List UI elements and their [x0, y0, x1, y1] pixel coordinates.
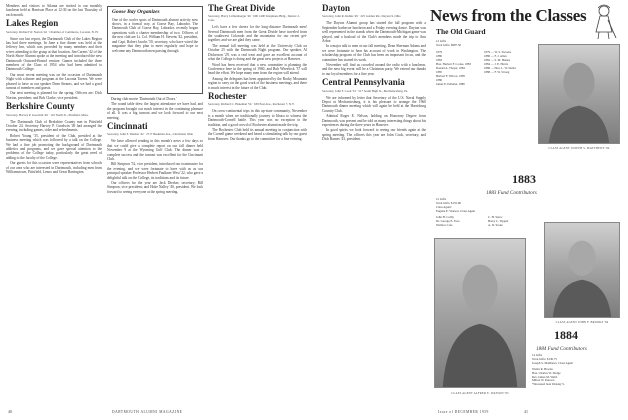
dayton-secretary: Secretary, John R. Kuhns '49 · 225 Golden Rd., Dayton 9, Ohio	[322, 14, 401, 19]
dayton-heading: Dayton	[322, 4, 351, 13]
photo-1883-caption: CLASS AGENT ALFRED E. WATSON '83	[451, 391, 509, 395]
class-agent-photo-1883	[434, 238, 526, 388]
list-item: 1885	[436, 70, 442, 74]
paragraph: In a major talk to men at our fall meeting, Dean Sherman Adams and we were fortunate to hear his account of work in Washington. The scholarship program of the Club has been an important focus, and the committee has started its work.	[322, 44, 426, 62]
year-1883-heading: 1883	[512, 172, 536, 186]
lakes-region-secretary: Secretary, Richard W. Norton '42 · Chamber of Commerce, Laconia, N. H.	[6, 29, 99, 34]
berkshire-secretary: Secretary, Harvey P. Goodwin '49 · 110 North St., Pittsfield, Mass.	[6, 112, 89, 117]
fund-1883-names	[436, 216, 536, 228]
paragraph: We are informed by letter that Secretary of the U.S. Naval Supply Depot at Mechanicsburg, it is his pleasure to arrange the 1960 Dartmouth dinner meeting which will again be held at the Harrisburg Country Club.	[322, 95, 426, 113]
magazine-footer: DARTMOUTH ALUMNI MAGAZINE	[112, 410, 183, 414]
fund-1884-names	[532, 368, 622, 387]
cincinnati-body	[107, 139, 203, 194]
news-from-the-classes-masthead: News from the Classes	[430, 6, 587, 25]
paragraph: We have allowed sending in this month's news a few days so that we could give a complete report on our fall dinner held November 9 at the Wyoming Golf Club. The dinner was a complete success and the turnout was excellent for the Cincinnati Club.	[107, 139, 203, 161]
left-column-1	[6, 4, 102, 396]
list-item: 1882 — S. M. Haines	[484, 58, 511, 62]
list-item: Donald A. Thayer, 1884	[436, 66, 465, 70]
fund-1883-heading: 1883 Fund Contributors	[486, 190, 537, 196]
dayton-body	[322, 21, 426, 76]
paragraph: The Dartmouth Club of Berkshire County met in Pittsfield October 24. Secretary Harvey P. Goodwin '49 had arranged the evening, including games, cider and refreshments.	[6, 119, 102, 133]
list-item: Herbert F. Wilcox, 1885	[436, 74, 465, 78]
cincinnati-heading: Cincinnati	[107, 121, 148, 132]
list-item: A. D. Stone	[488, 222, 503, 227]
paragraph: Admiral Roger E. Nelson, holding an Honorary Degree from Dartmouth, was present and he told us many interesting things about his experiences during the three years in Hanover.	[322, 114, 426, 127]
berkshire-heading: Berkshire County	[6, 101, 75, 112]
central-pennsylvania-body	[322, 96, 426, 142]
list-item: 1884 — J. E. Harris	[484, 62, 508, 66]
left-column-2	[107, 4, 203, 396]
central-pennsylvania-secretary: Secretary, John F. Cook '53 · 517 South High St., Mechanicsburg, Pa.	[322, 88, 409, 93]
list-item: James E. Pelletier, 1886	[436, 82, 465, 86]
paragraph: The round table drew the largest attendance we have had, and the program brought out much interest in the continuing pleasure of all. It was a big turnout and we look forward to our next meeting.	[107, 102, 203, 120]
old-guard-heading: The Old Guard	[436, 27, 486, 36]
paragraph: Since our last report, the Dartmouth Club of the Lakes Region has had three meetings. In June a fine dinner was held at the Jefferey Inn, which was preceded by many members and their wives attending to the group at that location. Jim Carens '42 of the North Shore Alumni spoke at the meeting and introduced the new Dartmouth Outward-Bound venture. Games included the three members of the Class of 1954 who had been admitted to Dartmouth College.	[6, 36, 102, 72]
list-item: 1879	[436, 50, 442, 54]
paragraph: Word has been received that a new committee is planning the Conference here in the spring of 1960, and Bob Wheelock '37 will head the effort. We hope many men from the region will attend.	[208, 62, 307, 76]
fund-line: Joseph S. Matthews, Class Agent	[532, 360, 574, 365]
fund-line: Total Gifts: $130.75	[532, 356, 557, 361]
atlanta-intro: Members and visitors to Atlanta are invited to our monthly luncheon held at Harrison Place at 12:30 on the last Thursday of each month.	[6, 4, 102, 17]
old-guard-list-b	[484, 50, 532, 74]
list-item: Harry C. Tippett	[488, 218, 509, 223]
paragraph: Our next meeting is planned for the spring. Officers are: Dick Norton, president; and Bob Clarke, vice president.	[6, 91, 102, 100]
issue-footer: Issue of DECEMBER 1959	[438, 410, 489, 414]
central-pennsylvania-heading: Central Pennsylvania	[322, 77, 405, 88]
right-column-1	[322, 4, 426, 396]
fund-line: Eugene E. Watson, Class Agent	[436, 208, 476, 213]
list-item: 1886	[436, 78, 442, 82]
list-item: 1883	[436, 58, 442, 62]
col2-body	[107, 97, 203, 120]
list-item: John H. Colby	[436, 215, 454, 219]
great-divide-heading: The Great Divide	[208, 4, 275, 13]
paragraph: The annual fall meeting was held at the University Club on October 25 with the Dartmouth Night program. Our speaker, Al Dickerson '29, was a real treat and gave an excellent account of what the College is doing and the great new projects at Hanover.	[208, 43, 307, 62]
paragraph: Our officers for the year are Jack Dierker, secretary; Bill Simpson, vice president; and Hoke Nalley '40, president. We look forward to seeing everyone at the spring meeting.	[107, 181, 203, 194]
class-agent-photo-old-guard	[538, 44, 620, 144]
list-item: *Deceased Jean Wendey S.	[532, 382, 565, 387]
list-item: 1886 — Hon. L. W. Dellor	[484, 66, 517, 70]
old-graduate-drawing-icon	[582, 2, 622, 40]
paragraph: Robert Young '35, president of the Club, presided at the business meeting which was followed by a talk on the College. We had a fine job promoting the background of Dartmouth athletics and programs, and we gave special attention to the problems of the College today, particularly the great need of adding to the faculty of the College.	[6, 133, 102, 160]
list-item: 1888 — F. W. Strong	[484, 70, 510, 74]
paragraph: During club movie 'Dartmouth Out of Doors.'	[111, 97, 177, 101]
fund-line: Total Gifts: $987.50	[436, 42, 461, 47]
paragraph: The Rochester Club held its annual meeting in conjunction with the Cornell game weekend and heard a stimulating talk by our guest from Hanover. Our thanks go to the committee for a fine evening.	[208, 127, 307, 141]
paragraph: Bill Simpson '52, vice president, introduced our toastmaster for the evening, and we were fortunate to have with us as our principal speaker Professor Herbert Faulkner West '22, who gave a delightful talk on the College, its traditions and its future.	[107, 162, 203, 180]
old-guard-photo-caption: CLASS AGENT JOSEPH S. MATTHEWS '84	[548, 146, 610, 150]
paragraph: Let's have a few cheers for the long-distance Dartmouth men! Several Dartmouth men from the Great Divide have traveled from the southwest Colorado and the mountains for our recent get-together, and we are glad they came.	[208, 25, 307, 43]
berkshire-body	[6, 120, 102, 175]
paragraph: Our most recent meeting was on the occasion of Dartmouth Night with a dinner and program at the Laconia Tavern. We were pleased to have as our speaker Dean Stearns, and we had a good turnout of members and guests.	[6, 72, 102, 91]
rochester-secretary: Secretary, Richard C. Haneman '54 · 639 East Ave., Rochester 7, N.Y.	[208, 102, 295, 107]
goose-bay-box	[107, 6, 203, 94]
list-item: 1880 — F. J. Allen	[484, 54, 507, 58]
fund-line: 14 Gifts	[532, 353, 543, 357]
lakes-region-heading: Lakes Region	[6, 18, 59, 29]
paragraph: Among the delegates has been appointed by the Rocky Mountain region to carry on the good work of the business meetings, and there is much interest in the future of the Club.	[208, 76, 307, 90]
paragraph: In good spirits we look forward to seeing our friends again at the spring meeting. The officers this year are John Cook, secretary, and Dick Barnes '43, president.	[322, 128, 426, 142]
great-divide-secretary: Secretary, Harry Lichtenberger '46 · 600 1400 Telephone Bldg., Denver 2, Colo.	[208, 14, 300, 23]
old-guard-list-a	[436, 50, 480, 86]
fund-line: Total Gifts: $155.00	[436, 200, 461, 205]
fund-line: 12 Gifts	[436, 197, 447, 201]
fund-1884-summary	[532, 354, 624, 366]
list-item: Rev. James M. Webb	[532, 374, 558, 379]
photo-1884-caption: CLASS AGENT JOHN F. BROOKS '84	[555, 320, 609, 324]
list-item: Wallace Cole	[436, 222, 453, 227]
list-item: C. H. Snow	[488, 215, 503, 219]
paragraph: Our guests for this occasion were representatives from schools of our area who are interested in Dartmouth, including men from Williamstown, Pittsfield, Lenox and Great Barrington.	[6, 161, 102, 175]
list-item: Milton W. Pearson	[532, 378, 555, 383]
list-item: Hon. Herbert F. Cooke, 1883	[436, 62, 471, 66]
rochester-heading: Rochester	[208, 90, 247, 101]
fund-line: 12 Gifts	[436, 39, 447, 43]
fund-1884-heading: 1884 Fund Contributors	[536, 346, 587, 352]
year-1884-heading: 1884	[554, 328, 578, 342]
goose-bay-heading: Goose Bay Organizes	[112, 9, 160, 15]
list-item: 1879 — W. S. Stevens	[484, 50, 512, 54]
list-item: Dr. George E. Foss	[436, 218, 460, 223]
right-page	[314, 0, 628, 420]
page-number-right: 41	[524, 409, 528, 414]
list-item: 1880	[436, 54, 442, 58]
paragraph: On cross-continental trips in this up-state community, November is a month when we traditionally journey to Ithaca to witness the Dartmouth-Cornell battle. This year was no exception to the tradition, and a good crowd of Rochester alumni made the trip.	[208, 109, 307, 127]
rochester-body	[208, 109, 307, 141]
paragraph: November will find us crowded around the radio with a luncheon, and the next big event will be a Christmas party. We extend our thanks to our loyal members for a fine year.	[322, 63, 426, 76]
goose-bay-body: One of the cooler spots of Dartmouth alumni activity now shows, in a formal way, at Goose Bay, Labrador. The Dartmouth Club of Goose Bay, Labrador, recently began operations with a charter membership of two. Officers of the new club are Lt. Col. William H. Stevens '42, president, and Capt. Robert Jacobs '50, secretary, who have wired the magazine that they plan to meet regularly and hope to welcome any Dartmouth men passing through.	[112, 17, 198, 53]
list-item: Hon. Charles W. Dodge	[532, 370, 561, 375]
old-guard-fund-summary	[436, 40, 461, 48]
fund-1883-summary	[436, 198, 556, 214]
lakes-region-body	[6, 37, 102, 101]
class-agent-photo-1884	[544, 222, 620, 318]
left-column-3	[208, 4, 307, 396]
cincinnati-secretary: Secretary, John F. Dierker '42 · 2717 Beekman Ave., Cincinnati, Ohio	[107, 132, 194, 137]
great-divide-body	[208, 25, 307, 90]
paragraph: The Dayton Alumni group has started the fall program with a September barbecue luncheon and a Friday evening dance. Dayton was well represented in the stands when the Dartmouth-Michigan game was played, and a busload of the Club's members made the trip to Ann Arbor.	[322, 21, 426, 43]
list-item: Walter R. Brooks	[532, 367, 553, 371]
page-number-left: 40	[8, 409, 12, 414]
fund-line: Class Agent:	[436, 204, 452, 209]
